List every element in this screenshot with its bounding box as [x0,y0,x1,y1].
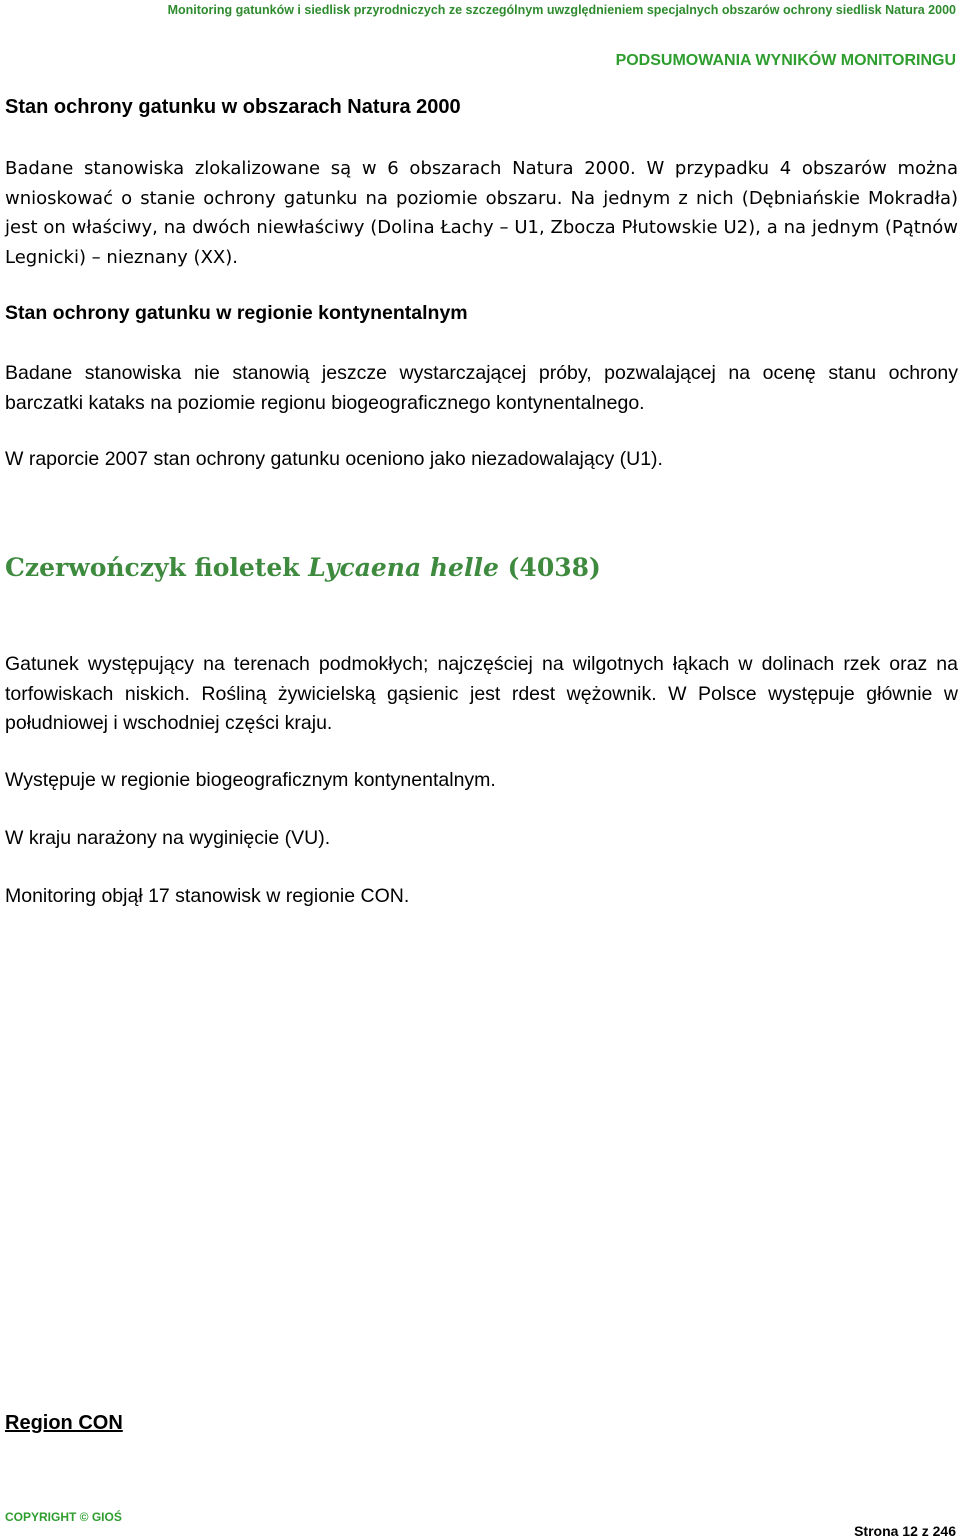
species-code: (4038) [507,553,601,582]
section-header: PODSUMOWANIA WYNIKÓW MONITORINGU [615,52,956,69]
copyright: COPYRIGHT © GIOŚ [5,1510,122,1524]
region-paragraph: Badane stanowiska nie stanowią jeszcze wystarczającej próby, pozwalającej na ocenę stanu ochrony barczatki kataks na poziomie regionu biogeograficznego kontynentalnego. [5,362,958,414]
species-heading [5,553,601,582]
species-description: Gatunek występujący na terenach podmokłych; najczęściej na wilgotnych łąkach w dolinach rzek oraz na torfowiskach niskich. Rośliną żywicielską gąsienic jest rdest wężownik. W Polsce występuje głównie w południowej i wschodniej części kraju. [5,653,958,734]
species-common-name: Czerwończyk fioletek [5,553,300,582]
running-header: Monitoring gatunków i siedlisk przyrodniczych ze szczególnym uwzględnieniem specjalnych obszarów ochrony siedlisk Natura 2000 [167,3,956,17]
region-heading: Stan ochrony gatunku w regionie kontynentalnym [5,302,468,324]
species-threat: W kraju narażony na wyginięcie (VU). [5,827,331,849]
natura-heading: Stan ochrony gatunku w obszarach Natura 2000 [5,96,461,118]
species-latin-name: Lycaena helle [308,553,499,582]
report-paragraph: W raporcie 2007 stan ochrony gatunku oceniono jako niezadowalający (U1). [5,448,663,470]
region-con-heading: Region CON [5,1412,123,1434]
page-number: Strona 12 z 246 [854,1523,956,1539]
species-monitoring: Monitoring objął 17 stanowisk w regionie CON. [5,885,410,907]
natura-paragraph: Badane stanowiska zlokalizowane są w 6 obszarach Natura 2000. W przypadku 4 obszarów można wnioskować o stanie ochrony gatunku na poziomie obszaru. Na jednym z nich (Dębniańskie Mokradła) jest on właściwy, na dwóch niewłaściwy (Dolina Łachy – U1, Zbocza Płutowskie U2), a na jednym (Pątnów Legnicki) – nieznany (XX). [5,158,958,268]
species-region: Występuje w regionie biogeograficznym kontynentalnym. [5,769,496,791]
